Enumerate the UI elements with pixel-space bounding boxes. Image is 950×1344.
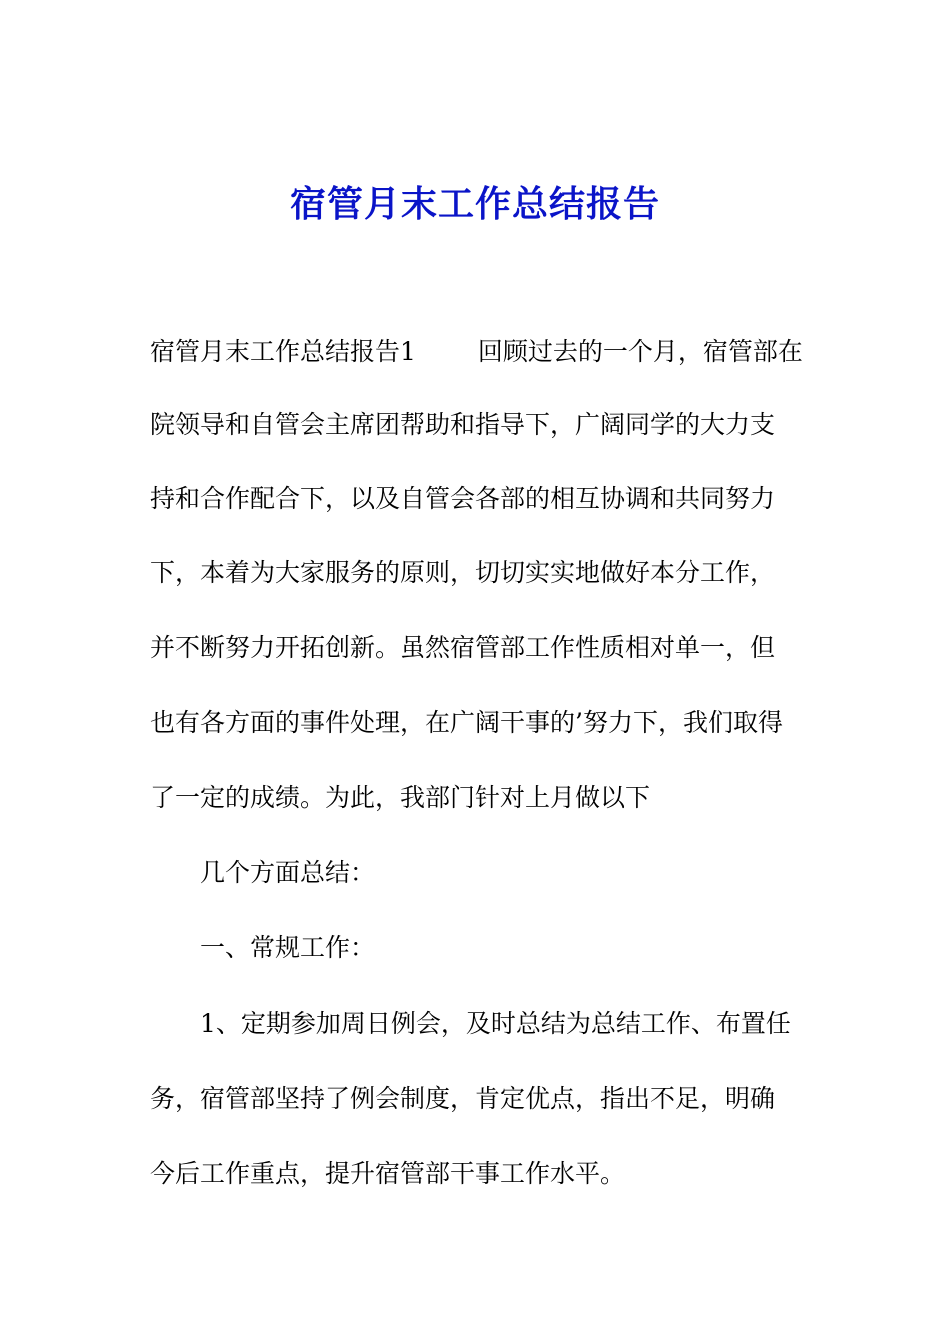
paragraph-line-1	[150, 332, 830, 372]
document-title: 宿管月末工作总结报告	[289, 183, 660, 225]
paragraph-line-8: 几个方面总结：	[200, 858, 376, 887]
section-heading: 一、常规工作：	[200, 933, 376, 962]
paragraph-line-7: 了一定的成绩。为此，我部门针对上月做以下	[150, 783, 651, 812]
paragraph-line-5: 并不断努力开拓创新。虽然宿管部工作性质相对单一，但	[150, 633, 776, 662]
paragraph-line-6: 也有各方面的事件处理，在广阔干事的’努力下，我们取得	[150, 708, 783, 737]
paragraph-line-4: 下，本着为大家服务的原则，切切实实地做好本分工作，	[150, 558, 776, 587]
list-item-1-line-3: 今后工作重点，提升宿管部干事工作水平。	[150, 1159, 626, 1188]
list-item-1-line-1: 1、定期参加周日例会，及时总结为总结工作、布置任	[200, 1009, 791, 1038]
section-heading-inline: 宿管月末工作总结报告1	[150, 337, 416, 366]
list-item-1-line-2: 务，宿管部坚持了例会制度，肯定优点，指出不足，明确	[150, 1084, 776, 1113]
paragraph-line-3: 持和合作配合下，以及自管会各部的相互协调和共同努力	[150, 484, 776, 513]
paragraph-line-2: 院领导和自管会主席团帮助和指导下，广阔同学的大力支	[150, 410, 776, 439]
paragraph-text: 回顾过去的一个月，宿管部在	[477, 337, 803, 366]
